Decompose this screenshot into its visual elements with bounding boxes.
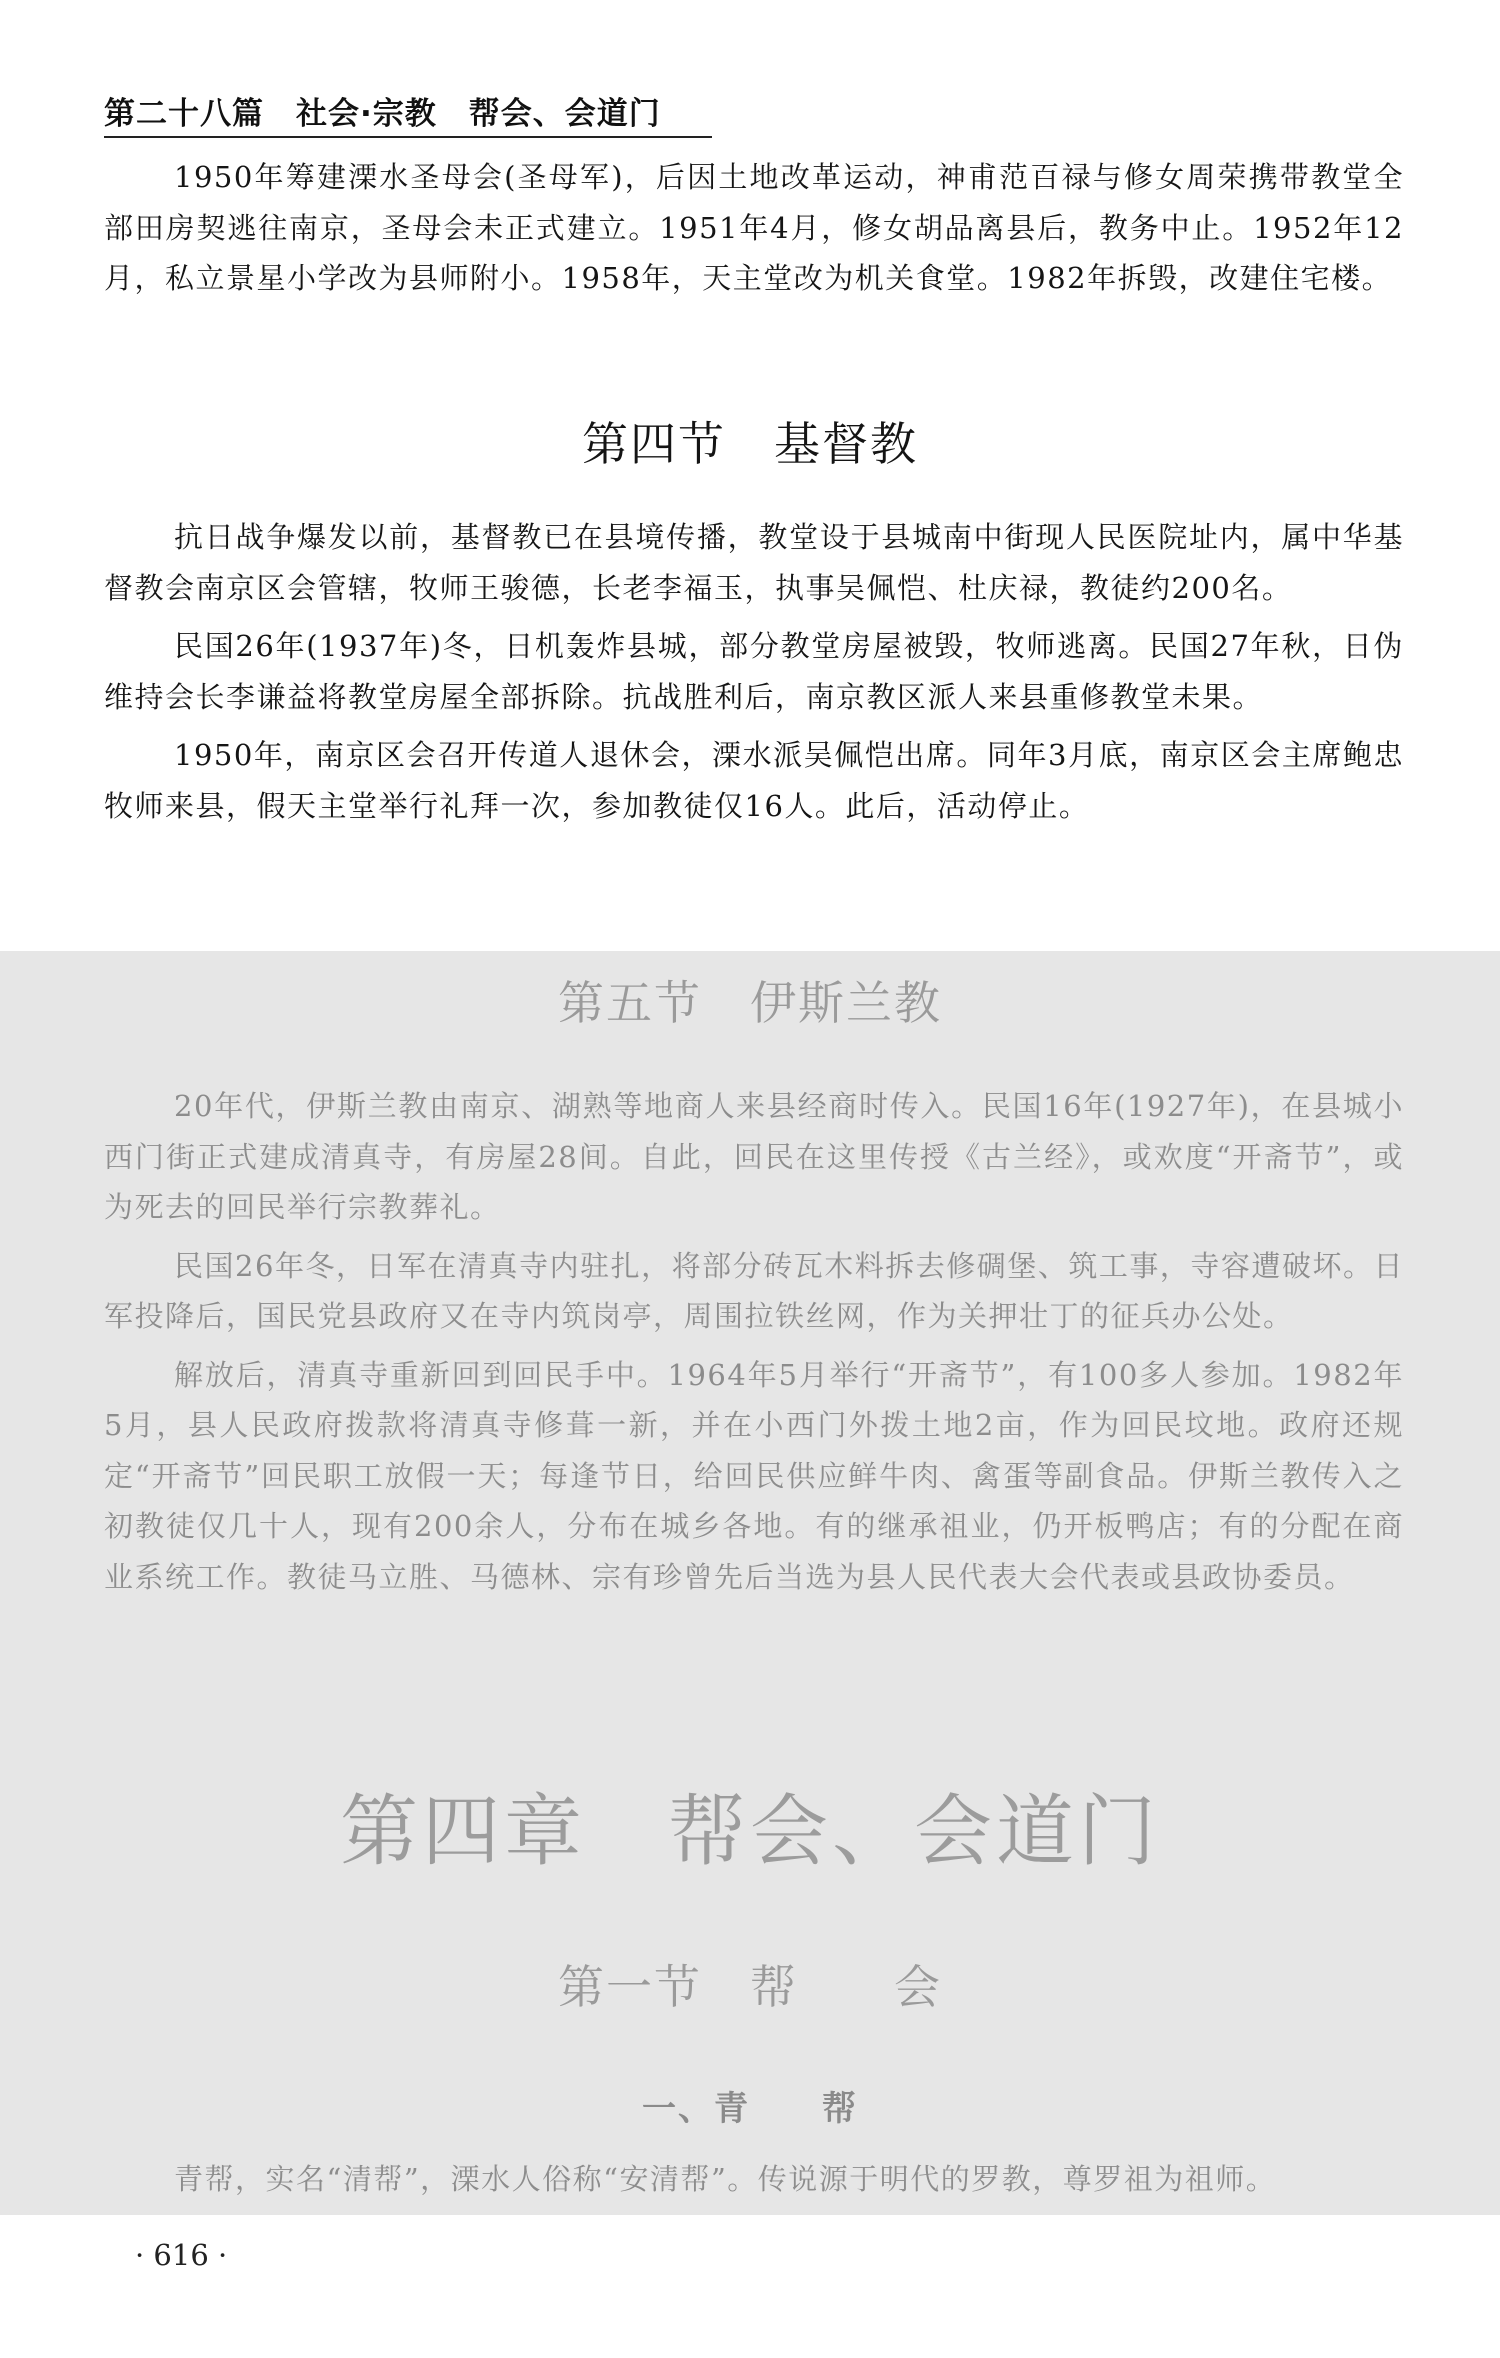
section-title-gangs: 第一节 帮 会 [558,1960,942,2014]
christianity-text-block [104,512,1404,831]
islam-text-block [104,1081,1404,1602]
paragraph: 抗日战争爆发以前，基督教已在县境传播，教堂设于县城南中街现人民医院址内，属中华基督教会南京区会管辖，牧师王骏德，长老李福玉，执事吴佩恺、杜庆禄，教徒约200名。 [104,520,1404,605]
top-text-block [104,152,1404,304]
paragraph: 青帮，实名“清帮”，溧水人俗称“安清帮”。传说源于明代的罗教，尊罗祖为祖师。 [174,2162,1277,2196]
page-number: · 616 · [135,2238,228,2272]
paragraph: 20年代，伊斯兰教由南京、湖熟等地商人来县经商时传入。民国16年(1927年)，在县城小西门街正式建成清真寺，有房屋28间。自此，回民在这里传授《古兰经》，或欢度“开斋节”，或为死去的回民举行宗教葬礼。 [104,1089,1404,1224]
paragraph: 民国26年(1937年)冬，日机轰炸县城，部分教堂房屋被毁，牧师逃离。民国27年秋，日伪维持会长李谦益将教堂房屋全部拆除。抗战胜利后，南京教区派人来县重修教堂未果。 [104,629,1404,714]
running-head-rule [104,136,712,138]
faded-region [0,951,1500,2215]
paragraph: 解放后，清真寺重新回到回民手中。1964年5月举行“开斋节”，有100多人参加。1982年5月，县人民政府拨款将清真寺修葺一新，并在小西门外拨土地2亩，作为回民坟地。政府还规定“开斋节”回民职工放假一天；每逢节日，给回民供应鲜牛肉、禽蛋等副食品。伊斯兰教传入之初教徒仅几十人，现有200余人，分布在城乡各地。有的继承祖业，仍开板鸭店；有的分配在商业系统工作。教徒马立胜、马德林、宗有珍曾先后当选为县人民代表大会代表或县政协委员。 [104,1357,1404,1594]
section-title-islam: 第五节 伊斯兰教 [558,976,942,1030]
paragraph: 民国26年冬，日军在清真寺内驻扎，将部分砖瓦木料拆去修碉堡、筑工事，寺容遭破坏。日军投降后，国民党县政府又在寺内筑岗亭，周围拉铁丝网，作为关押壮丁的征兵办公处。 [104,1248,1404,1333]
section-title-christianity: 第四节 基督教 [582,417,918,471]
paragraph: 1950年筹建溧水圣母会(圣母军)，后因土地改革运动，神甫范百禄与修女周荣携带教堂全部田房契逃往南京，圣母会未正式建立。1951年4月，修女胡品离县后，教务中止。1952年12月，私立景星小学改为县师附小。1958年，天主堂改为机关食堂。1982年拆毁，改建住宅楼。 [104,160,1404,295]
qingbang-text-block [104,2154,1404,2205]
chapter-title: 第四章 帮会、会道门 [339,1787,1160,1877]
running-head: 第二十八篇 社会·宗教 帮会、会道门 [104,96,661,132]
paragraph: 1950年，南京区会召开传道人退休会，溧水派吴佩恺出席。同年3月底，南京区会主席鲍忠牧师来县，假天主堂举行礼拜一次，参加教徒仅16人。此后，活动停止。 [104,738,1404,823]
subsection-title-qingbang: 一、青 帮 [642,2089,858,2129]
